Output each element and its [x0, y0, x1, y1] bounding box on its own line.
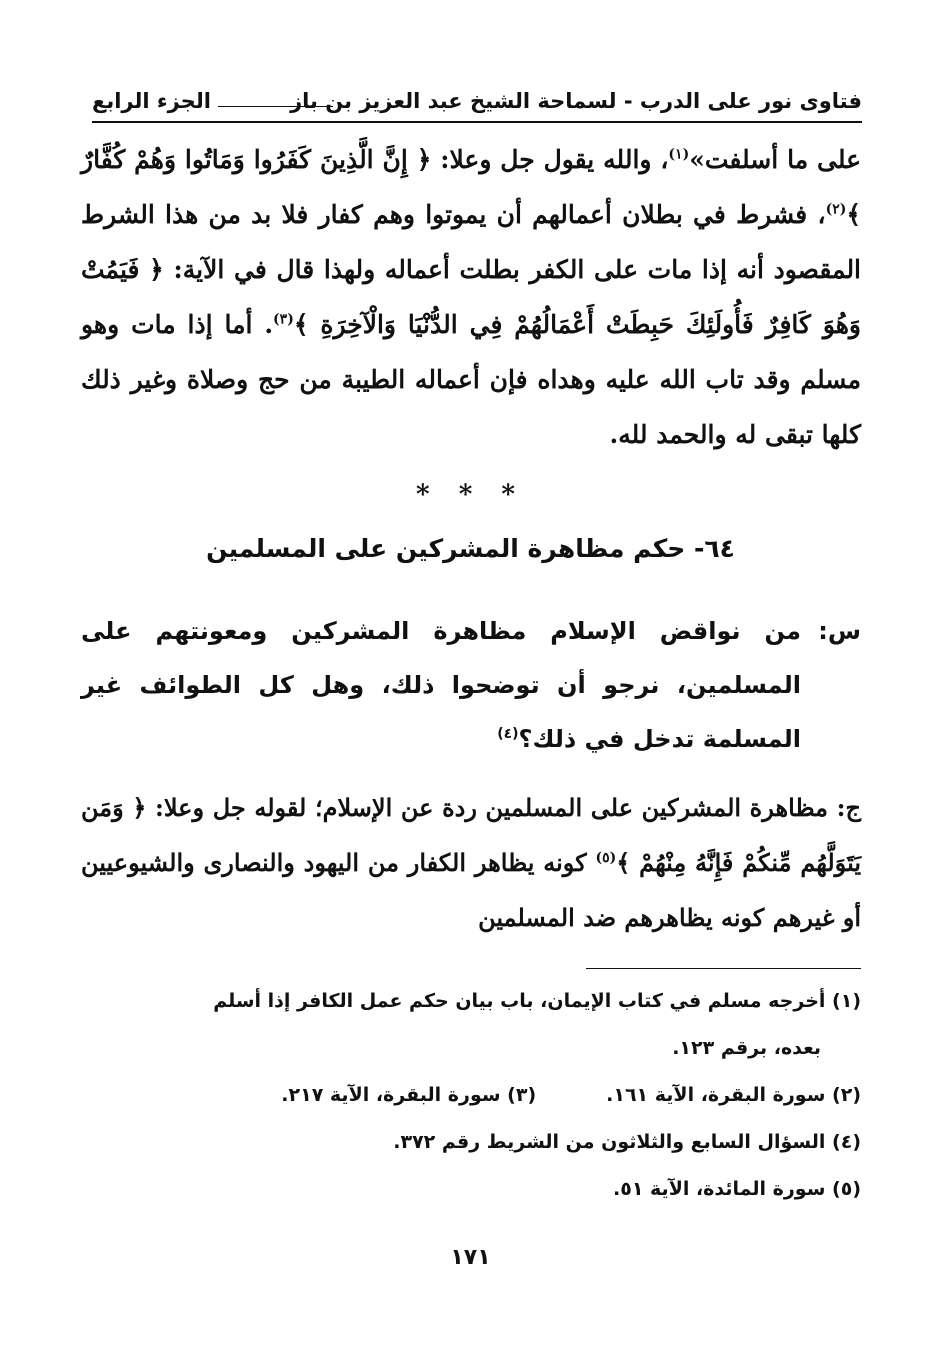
section-separator: * * * — [416, 480, 525, 510]
footnote-ref: (٢) — [825, 201, 847, 218]
text-segment: على ما أسلفت» — [689, 145, 862, 174]
header-rule — [92, 121, 862, 123]
book-title: فتاوى نور على الدرب - لسماحة الشيخ عبد العزيز بن باز — [290, 89, 862, 113]
text-segment: ، والله يقول جل وعلا: — [431, 145, 669, 174]
answer-block — [81, 780, 861, 945]
text-segment: ، فشرط في بطلان أعمالهم أن يموتوا وهم كفار فلا بد من هذا الشرط المقصود أنه إذا مات على الكفر بطلت أعماله ولهذا قال في الآية: — [81, 200, 862, 284]
quran-verse: ﴿ إِنَّ الَّذِينَ كَفَرُوا وَمَاتُوا وَهُمْ كُفَّارٌ ﴾ — [81, 145, 861, 229]
quran-verse: ﴿ فَيَمُتْ وَهُوَ كَافِرٌ فَأُولَئِكَ حَبِطَتْ أَعْمَالُهُمْ فِي الدُّنْيَا وَالْآخِرَةِ ﴾ — [81, 255, 861, 339]
running-header — [92, 84, 862, 118]
text-segment: . أما إذا مات وهو مسلم وقد تاب الله عليه وهداه فإن أعماله الطيبة من حج وصلاة وغير ذلك كلها تبقى له والحمد لله. — [81, 310, 861, 449]
body-paragraph — [81, 132, 861, 462]
footnotes — [81, 978, 861, 1213]
footnote-1-continued: بعده، برقم ١٢٣. — [672, 1037, 821, 1059]
footnote-2: (٢) سورة البقرة، الآية ١٦١. — [606, 1084, 861, 1106]
answer-text: مظاهرة المشركين على المسلمين ردة عن الإسلام؛ لقوله جل وعلا: — [146, 793, 829, 822]
quran-verse: ﴿ وَمَن يَتَوَلَّهُم مِّنكُمْ فَإِنَّهُ مِنْهُمْ ﴾ — [81, 793, 861, 877]
answer-label: ج: — [836, 793, 861, 822]
question-text: من نواقض الإسلام مظاهرة المشركين ومعونتهم على المسلمين، نرجو أن توضحوا ذلك، وهل كل الطوائف غير المسلمة تدخل في ذلك؟ — [81, 617, 801, 753]
footnote-4: (٤) السؤال السابع والثلاثون من الشريط رقم ٣٧٢. — [393, 1131, 861, 1153]
question-block — [81, 604, 861, 766]
question-label: س: — [818, 617, 861, 645]
footnote-rule — [586, 968, 861, 969]
footnote-ref: (٤) — [497, 726, 519, 742]
section-title: ٦٤- حكم مظاهرة المشركين على المسلمين — [206, 534, 735, 563]
footnote-3: (٣) سورة البقرة، الآية ٢١٧. — [281, 1084, 537, 1106]
footnote-1: (١) أخرجه مسلم في كتاب الإيمان، باب بيان حكم عمل الكافر إذا أسلم — [213, 990, 861, 1012]
part-label: الجزء الرابع — [92, 89, 211, 113]
footnote-ref: (٣) — [273, 311, 294, 328]
footnote-5: (٥) سورة المائدة، الآية ٥١. — [613, 1178, 861, 1200]
footnote-ref: (٥) — [595, 850, 617, 866]
page-number: ١٧١ — [450, 1245, 491, 1270]
footnote-ref: (١) — [668, 146, 690, 163]
answer-text: كونه يظاهر الكفار من اليهود والنصارى والشيوعيين أو غيرهم كونه يظاهرهم ضد المسلمين — [81, 848, 861, 932]
header-dash — [218, 106, 333, 107]
